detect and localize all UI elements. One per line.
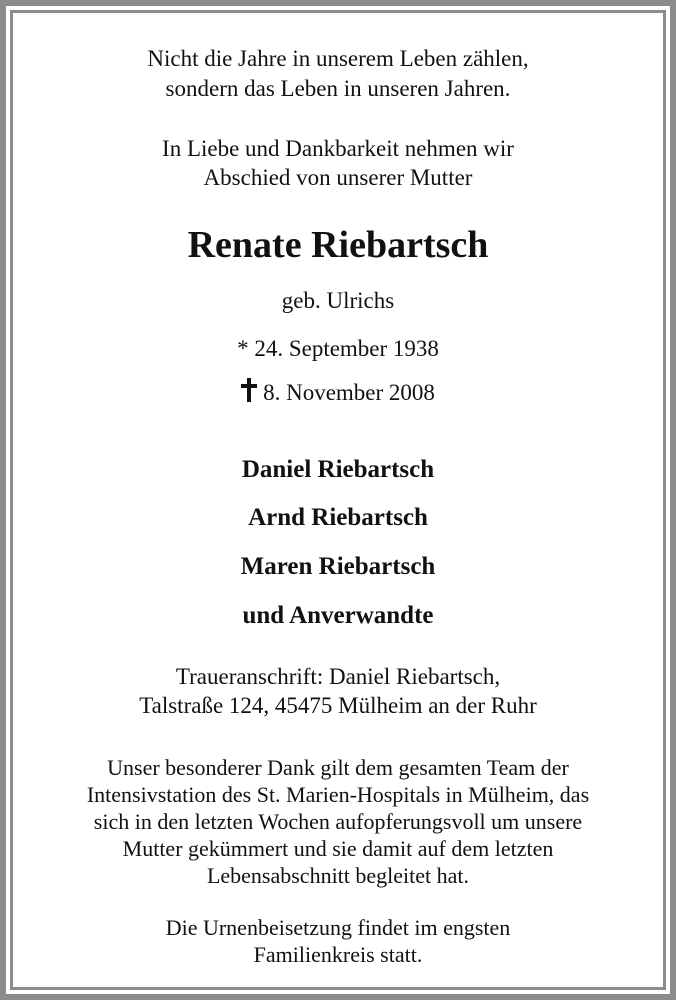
latin-cross-icon — [241, 378, 257, 402]
deceased-name: Renate Riebartsch — [187, 224, 489, 266]
address-line-2: Talstraße 124, 45475 Mülheim an der Ruhr — [139, 693, 537, 718]
motto-line-2: sondern das Leben in unseren Jahren. — [165, 76, 511, 101]
mourner-3: Maren Riebartsch — [240, 553, 436, 580]
thanks-line-5: Lebensabschnitt begleitet hat. — [206, 863, 470, 888]
maiden-name: geb. Ulrichs — [281, 288, 395, 313]
death-date: 8. November 2008 — [263, 380, 435, 405]
motto-line-1: Nicht die Jahre in unserem Leben zählen, — [147, 46, 529, 71]
birth-date: * 24. September 1938 — [237, 336, 439, 361]
obituary-notice — [13, 13, 663, 987]
thanks-line-1: Unser besonderer Dank gilt dem gesamten Team der — [107, 755, 569, 780]
thanks-line-2: Intensivstation des St. Marien-Hospitals in Mülheim, das — [86, 782, 590, 807]
address-line-1: Traueranschrift: Daniel Riebartsch, — [175, 664, 501, 689]
mourner-4: und Anverwandte — [242, 602, 434, 629]
mourner-1: Daniel Riebartsch — [241, 456, 435, 483]
mourner-2: Arnd Riebartsch — [248, 504, 428, 531]
intro-line-1: In Liebe und Dankbarkeit nehmen wir — [162, 136, 514, 161]
burial-line-2: Familienkreis statt. — [253, 942, 423, 967]
thanks-line-3: sich in den letzten Wochen aufopferungsvoll um unsere — [93, 809, 583, 834]
death-line — [13, 378, 663, 407]
burial-line-1: Die Urnenbeisetzung findet im engsten — [165, 915, 511, 940]
intro-line-2: Abschied von unserer Mutter — [203, 165, 473, 190]
thanks-line-4: Mutter gekümmert und sie damit auf dem letzten — [122, 836, 554, 861]
